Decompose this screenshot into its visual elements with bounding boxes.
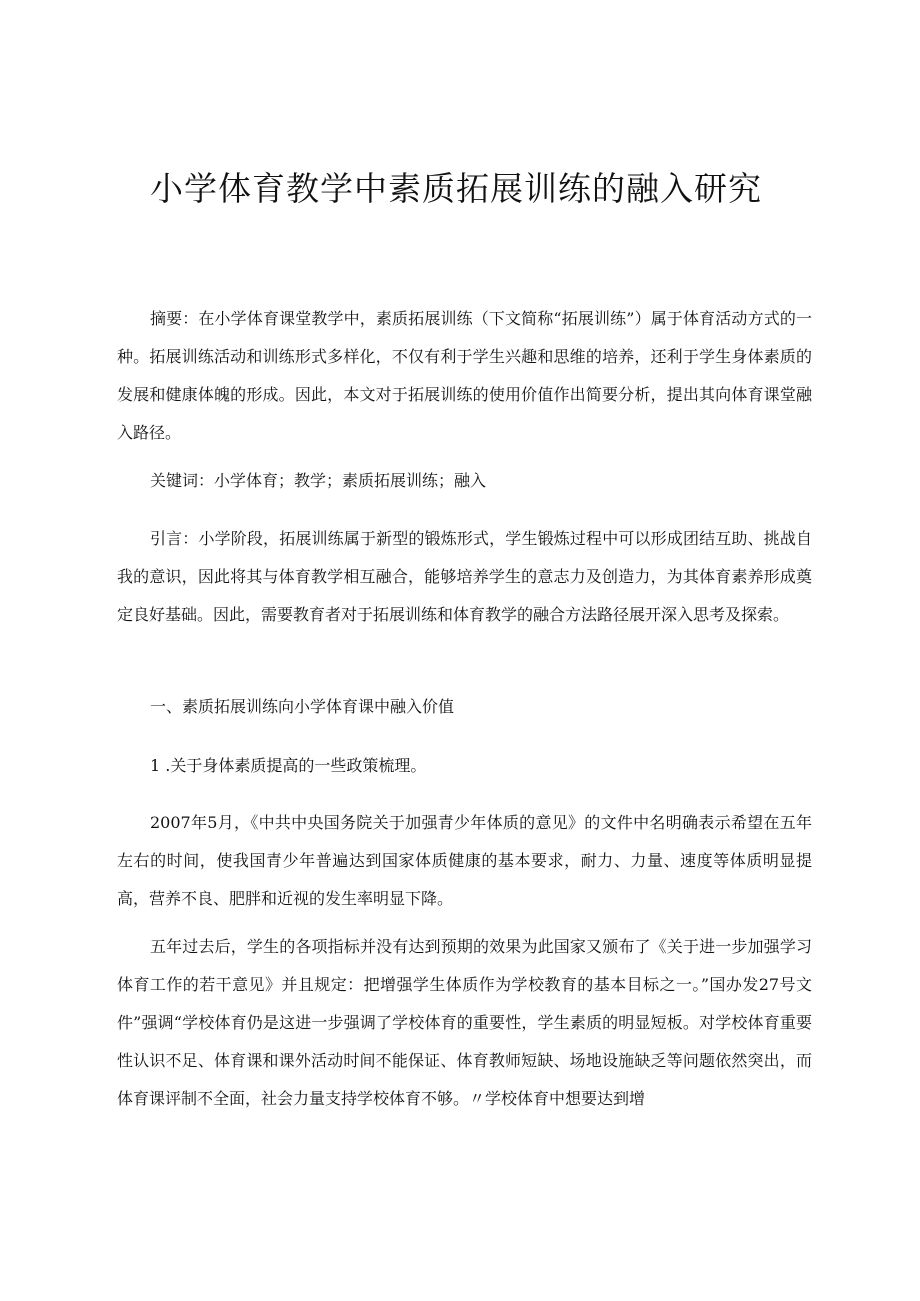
- introduction-paragraph: 引言：小学阶段，拓展训练属于新型的锻炼形式，学生锻炼过程中可以形成团结互助、挑战自我的意识，因此将其与体育教学相互融合，能够培养学生的意志力及创造力，为其体育素养形成奠定良好基础。因此，需要教育者对于拓展训练和体育教学的融合方法路径展开深入思考及探索。: [117, 529, 812, 624]
- abstract-paragraph: 摘要：在小学体育课堂教学中，素质拓展训练（下文简称“拓展训练”）属于体育活动方式的一种。拓展训练活动和训练形式多样化，不仅有利于学生兴趣和思维的培养，还利于学生身体素质的发展和健康体魄的形成。因此，本文对于拓展训练的使用价值作出简要分析，提出其向体育课堂融入路径。: [117, 309, 812, 442]
- body-paragraph: 2007年5月，《中共中央国务院关于加强青少年体质的意见》的文件中名明确表示希望在五年左右的时间，使我国青少年普遍达到国家体质健康的基本要求，耐力、力量、速度等体质明显提高，营养不良、肥胖和近视的发生率明显下降。: [117, 813, 812, 908]
- document-title: 小学体育教学中素质拓展训练的融入研究: [150, 169, 762, 208]
- section-heading: 一、素质拓展训练向小学体育课中融入价值: [150, 697, 455, 716]
- body-paragraph: 五年过去后，学生的各项指标并没有达到预期的效果为此国家又颁布了《关于进一步加强学习体育工作的若干意见》并且规定：把增强学生体质作为学校教育的基本目标之一。”国办发27号文件”强调“学校体育仍是这进一步强调了学校体育的重要性，学生素质的明显短板。对学校体育重要性认识不足、体育课和课外活动时间不能保证、体育教师短缺、场地设施缺乏等问题依然突出，而体育课评制不全面，社会力量支持学校体育不够。〃学校体育中想要达到增: [117, 937, 812, 1108]
- keywords-line: 关键词：小学体育；教学；素质拓展训练；融入: [150, 471, 487, 490]
- subsection-heading: 1 .关于身体素质提高的一些政策梳理。: [150, 756, 427, 775]
